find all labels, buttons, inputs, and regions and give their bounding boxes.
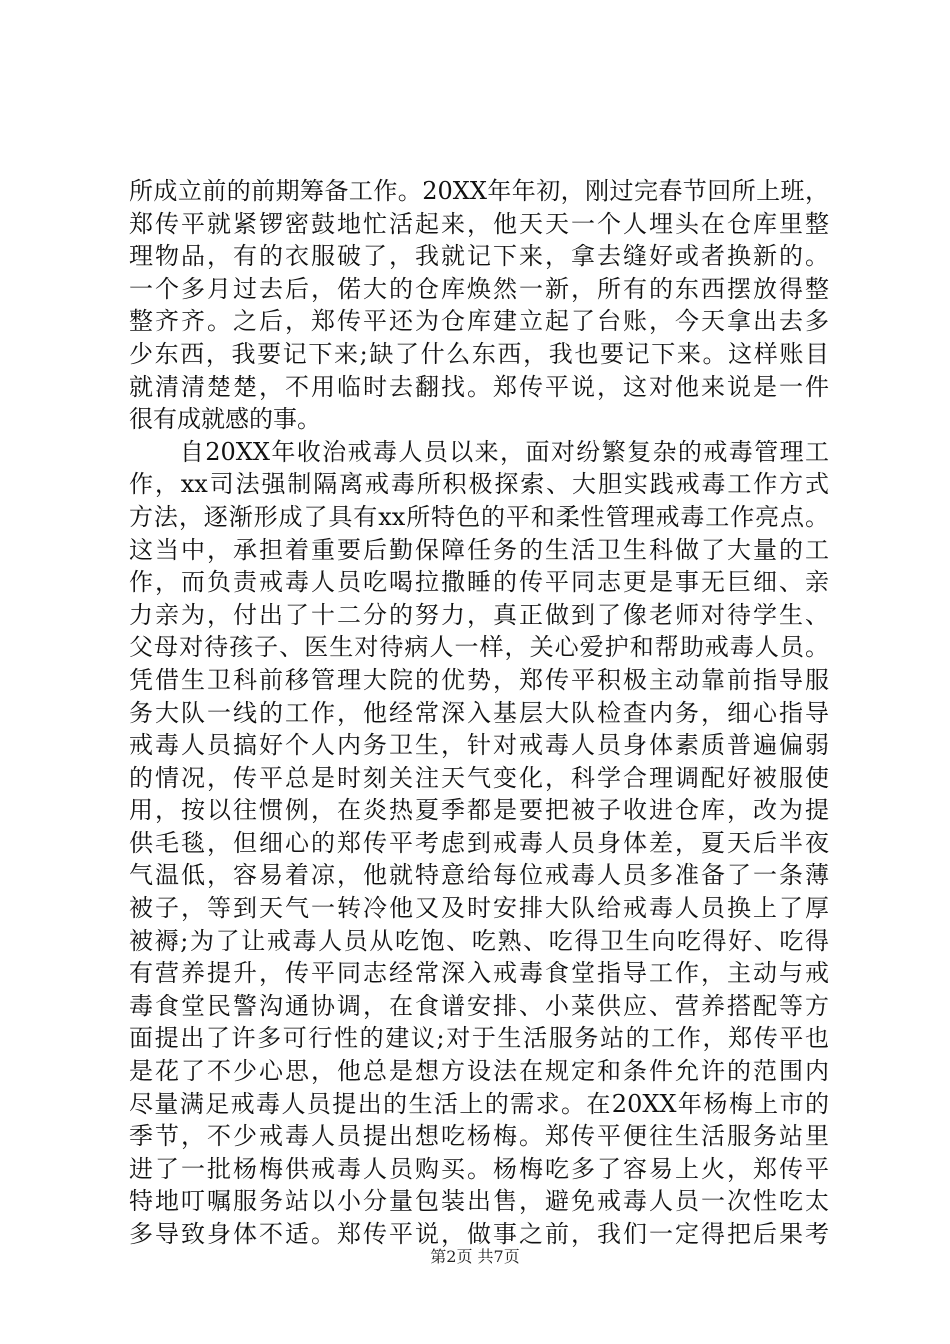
text-line: 供毛毯，但细心的郑传平考虑到戒毒人员身体差，夏天后半夜: [129, 828, 829, 857]
text-line: 务大队一线的工作，他经常深入基层大队检查内务，细心指导: [129, 698, 829, 727]
text-line: 特地叮嘱服务站以小分量包装出售，避免戒毒人员一次性吃太: [129, 1187, 829, 1216]
text-line: 力亲为，付出了十二分的努力，真正做到了像老师对待学生、: [129, 600, 829, 629]
text-line: 的情况，传平总是时刻关注天气变化，科学合理调配好被服使: [129, 763, 829, 792]
text-line: 气温低，容易着凉，他就特意给每位戒毒人员多准备了一条薄: [129, 861, 829, 890]
document-body: [129, 175, 829, 1251]
text-line: 多导致身体不适。郑传平说，做事之前，我们一定得把后果考: [129, 1220, 829, 1248]
text-line: 戒毒人员搞好个人内务卫生，针对戒毒人员身体素质普遍偏弱: [129, 731, 829, 760]
paragraph-2: [129, 436, 829, 1251]
paragraph-1: [129, 175, 829, 436]
text-line: 自20XX年收治戒毒人员以来，面对纷繁复杂的戒毒管理工: [129, 437, 829, 466]
text-line: 方法，逐渐形成了具有xx所特色的平和柔性管理戒毒工作亮点。: [129, 502, 829, 531]
text-line: 这当中，承担着重要后勤保障任务的生活卫生科做了大量的工: [129, 535, 829, 564]
text-line: 凭借生卫科前移管理大院的优势，郑传平积极主动靠前指导服: [129, 665, 829, 694]
text-line: 就清清楚楚，不用临时去翻找。郑传平说，这对他来说是一件: [129, 372, 829, 401]
text-line: 被褥;为了让戒毒人员从吃饱、吃熟、吃得卫生向吃得好、吃得: [129, 926, 829, 955]
text-line: 父母对待孩子、医生对待病人一样，关心爱护和帮助戒毒人员。: [129, 633, 829, 662]
text-line: 作，而负责戒毒人员吃喝拉撒睡的传平同志更是事无巨细、亲: [129, 568, 829, 597]
text-line: 整齐齐。之后，郑传平还为仓库建立起了台账，今天拿出去多: [129, 307, 829, 336]
text-line: 是花了不少心思，他总是想方设法在规定和条件允许的范围内: [129, 1057, 829, 1086]
text-line: 郑传平就紧锣密鼓地忙活起来，他天天一个人埋头在仓库里整: [129, 209, 829, 238]
text-line: 少东西，我要记下来;缺了什么东西，我也要记下来。这样账目: [129, 339, 829, 368]
text-line: 用，按以往惯例，在炎热夏季都是要把被子收进仓库，改为提: [129, 796, 829, 825]
text-line: 进了一批杨梅供戒毒人员购买。杨梅吃多了容易上火，郑传平: [129, 1154, 829, 1183]
text-line: 毒食堂民警沟通协调，在食谱安排、小菜供应、营养搭配等方: [129, 991, 829, 1020]
text-line: 一个多月过去后，偌大的仓库焕然一新，所有的东西摆放得整: [129, 274, 829, 303]
text-line: 理物品，有的衣服破了，我就记下来，拿去缝好或者换新的。: [129, 242, 829, 271]
text-line: 很有成就感的事。: [129, 405, 321, 434]
text-line: 尽量满足戒毒人员提出的生活上的需求。在20XX年杨梅上市的: [129, 1089, 829, 1118]
text-line: 被子，等到天气一转冷他又及时安排大队给戒毒人员换上了厚: [129, 894, 829, 923]
text-line: 面提出了许多可行性的建议;对于生活服务站的工作，郑传平也: [129, 1024, 829, 1053]
page-footer: [0, 1247, 950, 1267]
text-line: 作，xx司法强制隔离戒毒所积极探索、大胆实践戒毒工作方式: [129, 470, 829, 499]
text-line: 所成立前的前期筹备工作。20XX年年初，刚过完春节回所上班，: [129, 177, 829, 205]
text-line: 季节，不少戒毒人员提出想吃杨梅。郑传平便往生活服务站里: [129, 1122, 829, 1151]
page-number-label: 第2页 共7页: [430, 1247, 520, 1266]
text-line: 有营养提升，传平同志经常深入戒毒食堂指导工作，主动与戒: [129, 959, 829, 988]
